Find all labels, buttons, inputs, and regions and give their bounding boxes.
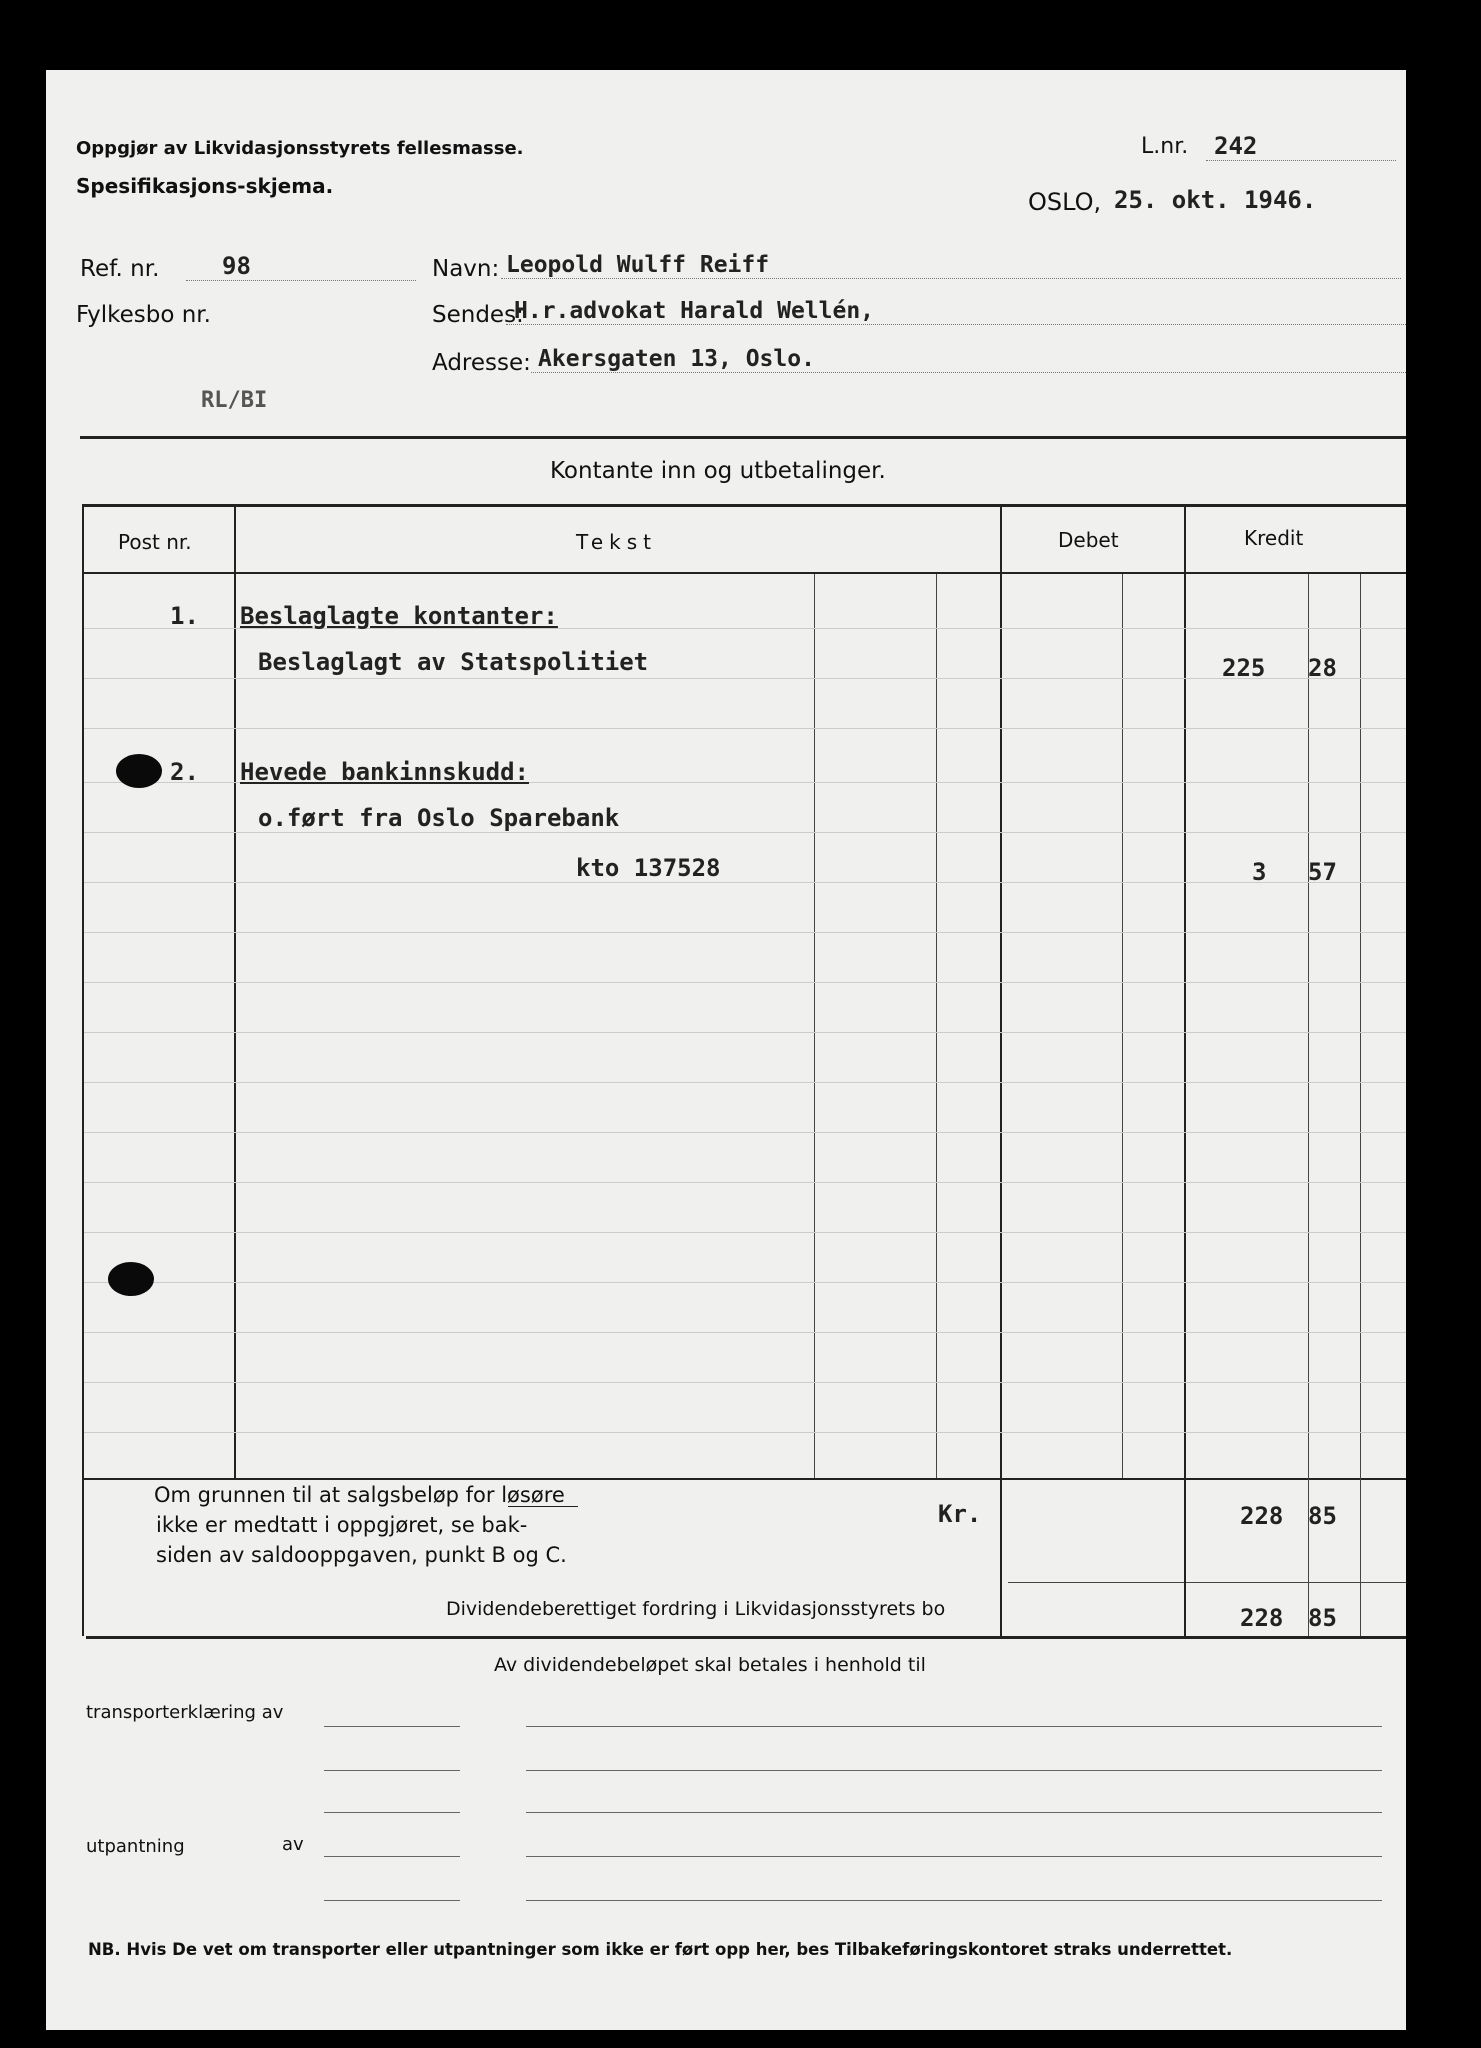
sendes-dotted-line — [506, 324, 1406, 325]
ref-label: Ref. nr. — [80, 256, 160, 282]
entry-heading: Beslaglagte kontanter: — [240, 602, 558, 630]
header-tekst: Tekst — [576, 530, 657, 554]
dividend-kroner: 228 — [1240, 1604, 1284, 1632]
fylkesbo-label: Fylkesbo nr. — [76, 302, 211, 328]
org-line: Oppgjør av Likvidasjonsstyrets fellesmasse. — [76, 138, 524, 159]
footer-note: Om grunnen til at salgsbeløp for løsøre ikke er medtatt i oppgjøret, se bak- siden av saldooppgaven, punkt B og C. — [154, 1483, 567, 1567]
sum-kroner: 228 — [1240, 1502, 1284, 1530]
form-title: Spesifikasjons-skjema. — [76, 174, 334, 198]
kredit-kroner: 225 — [1222, 654, 1266, 682]
navn-dotted-line — [501, 278, 1401, 279]
instruction-line: Av dividendebeløpet skal betales i henhold til — [494, 1654, 926, 1676]
transport-label: transporterklæring av — [86, 1702, 284, 1723]
post-number: 1. — [170, 602, 199, 630]
navn-value: Leopold Wulff Reiff — [506, 252, 770, 278]
header-kredit: Kredit — [1244, 526, 1304, 550]
header-post: Post nr. — [118, 530, 192, 554]
nb-footnote: NB. Hvis De vet om transporter eller utpantninger som ikke er ført opp her, bes Tilbakeføringskontoret straks underrettet. — [88, 1940, 1233, 1959]
initials: RL/BI — [201, 388, 268, 413]
entry-heading: Hevede bankinnskudd: — [240, 758, 529, 786]
dividend-label: Dividendeberettiget fordring i Likvidasjonsstyrets bo — [446, 1598, 946, 1620]
kredit-kroner: 3 — [1252, 858, 1267, 886]
kr-label: Kr. — [938, 1500, 982, 1528]
ref-dotted-line — [186, 280, 416, 281]
place-label: OSLO, — [1028, 188, 1102, 216]
header-debet: Debet — [1058, 528, 1119, 552]
section-title: Kontante inn og utbetalinger. — [550, 458, 886, 484]
lnr-dotted-line — [1206, 160, 1396, 161]
adresse-value: Akersgaten 13, Oslo. — [538, 346, 815, 372]
lnr-value: 242 — [1214, 132, 1258, 160]
sum-ore: 85 — [1308, 1502, 1337, 1530]
adresse-label: Adresse: — [432, 350, 531, 376]
sendes-value: H.r.advokat Harald Wellén, — [514, 298, 875, 324]
ref-value: 98 — [222, 252, 251, 280]
dividend-ore: 85 — [1308, 1604, 1337, 1632]
sendes-label: Sendes: — [432, 302, 524, 328]
lnr-label: L.nr. — [1141, 134, 1189, 159]
entry-text: Beslaglagt av Statspolitiet — [258, 648, 649, 676]
document-page — [46, 70, 1406, 2030]
entry-text: o.ført fra Oslo Sparebank — [258, 804, 620, 832]
section-rule — [80, 436, 1406, 439]
date-value: 25. okt. 1946. — [1114, 186, 1317, 214]
punch-hole — [108, 1262, 154, 1296]
av-label: av — [282, 1834, 304, 1855]
utpantning-label: utpantning — [86, 1836, 185, 1857]
entry-account: kto 137528 — [576, 854, 721, 882]
punch-hole — [116, 754, 162, 788]
kredit-ore: 57 — [1308, 858, 1337, 886]
adresse-dotted-line — [531, 372, 1406, 373]
post-number: 2. — [170, 758, 199, 786]
kredit-ore: 28 — [1308, 654, 1337, 682]
losore-underline — [508, 1506, 578, 1507]
navn-label: Navn: — [432, 256, 500, 282]
